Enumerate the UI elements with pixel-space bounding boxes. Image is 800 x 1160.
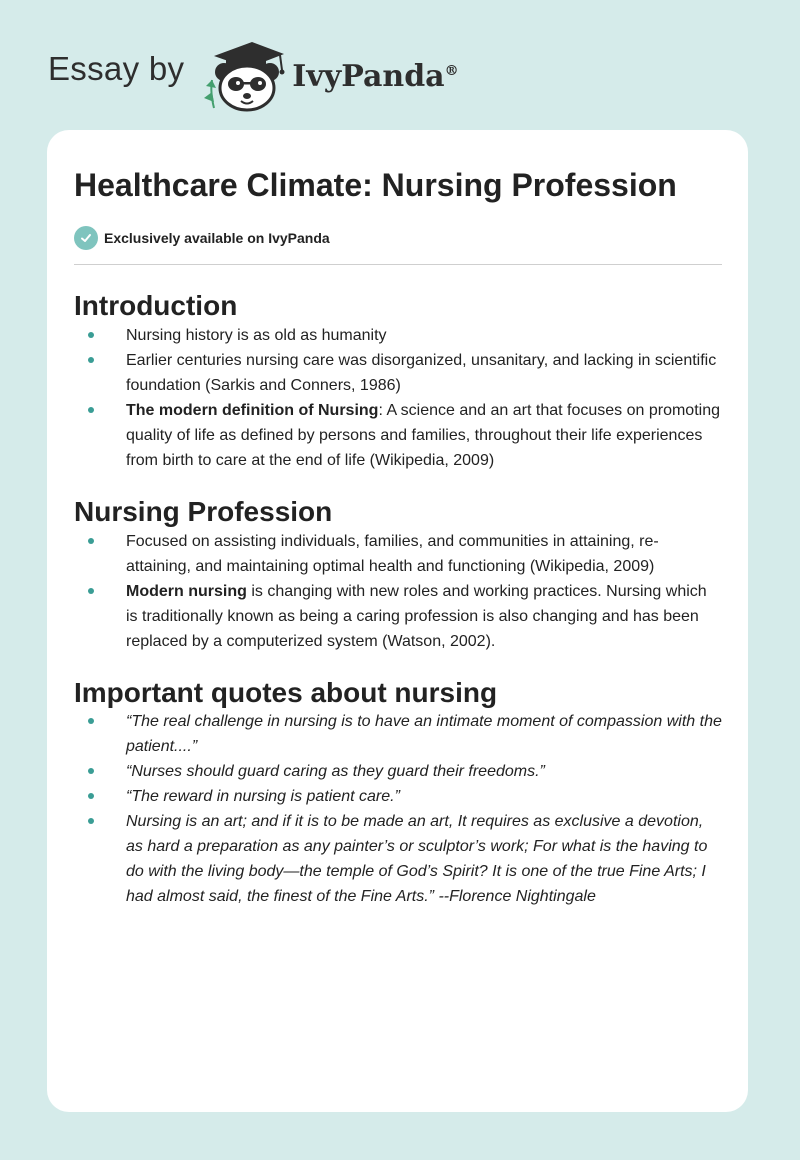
nursing-profession-list — [74, 529, 722, 654]
brand-prefix: Essay by — [48, 50, 185, 87]
bullet-icon — [88, 768, 94, 774]
list-item: Modern nursing is changing with new roles and working practices. Nursing which is traditionally known as being a caring profession is also changing and has been replaced by a computerized system (Watson, 2002). — [74, 579, 722, 654]
list-item: Focused on assisting individuals, families, and communities in attaining, re-attaining, and maintaining optimal health and functioning (Wikipedia, 2009) — [74, 529, 722, 579]
bullet-icon — [88, 538, 94, 544]
registered-mark: ® — [444, 62, 459, 79]
list-item: Nursing is an art; and if it is to be made an art, It requires as exclusive a devotion, as hard a preparation as any painter’s or sculptor’s work; For what is the having to do with the living body—the temple of God’s Spirit? It is one of the true Fine Arts; I had almost said, the finest of the Fine Arts.” --Florence Nightingale — [74, 809, 722, 909]
exclusive-label: Exclusively available on IvyPanda — [104, 230, 330, 247]
panda-logo-icon[interactable] — [200, 36, 290, 112]
list-item: Earlier centuries nursing care was disorganized, unsanitary, and lacking in scientific foundation (Sarkis and Conners, 1986) — [74, 348, 722, 398]
introduction-list — [74, 323, 722, 473]
list-item: “Nurses should guard caring as they guard their freedoms.” — [74, 759, 722, 784]
essay-card — [47, 130, 748, 1112]
list-item: “The real challenge in nursing is to have an intimate moment of compassion with the patient....” — [74, 709, 722, 759]
exclusive-badge — [74, 226, 722, 250]
bullet-icon — [88, 588, 94, 594]
quotes-list — [74, 709, 722, 909]
list-item: Nursing history is as old as humanity — [74, 323, 722, 348]
list-item: The modern definition of Nursing: A science and an art that focuses on promoting quality of life as defined by persons and families, throughout their life experiences from birth to care at the end of life (Wikipedia, 2009) — [74, 398, 722, 473]
check-icon — [74, 226, 98, 250]
section-heading-nursing-profession: Nursing Profession — [74, 495, 333, 527]
brand-name: IvyPanda® — [292, 58, 459, 94]
bullet-icon — [88, 793, 94, 799]
brand-header — [48, 34, 459, 114]
page-title: Healthcare Climate: Nursing Profession — [74, 167, 677, 203]
bullet-icon — [88, 357, 94, 363]
bullet-icon — [88, 332, 94, 338]
bullet-icon — [88, 407, 94, 413]
section-heading-quotes: Important quotes about nursing — [74, 676, 498, 708]
list-item: “The reward in nursing is patient care.” — [74, 784, 722, 809]
bullet-icon — [88, 818, 94, 824]
section-heading-introduction: Introduction — [74, 290, 238, 322]
divider — [74, 264, 722, 265]
bullet-icon — [88, 718, 94, 724]
